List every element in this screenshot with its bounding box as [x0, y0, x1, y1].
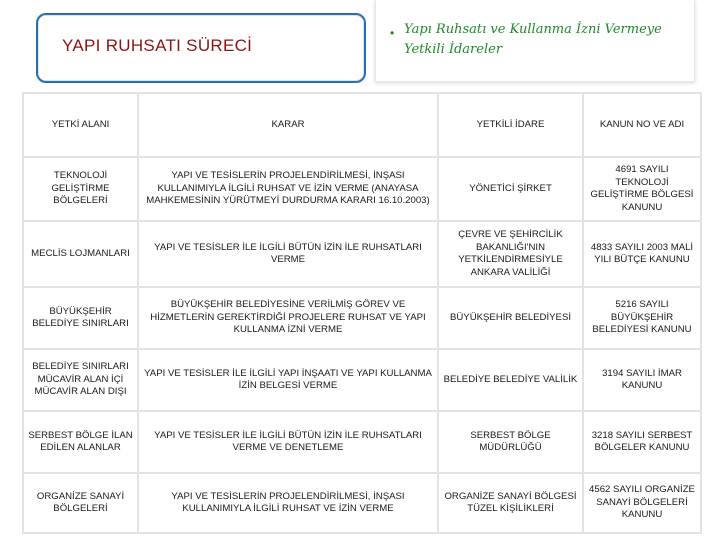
table-cell: BELEDİYE BELEDİYE VALİLİK — [438, 349, 583, 411]
header-cell-authority-area: YETKİ ALANI — [23, 93, 138, 157]
header-cell-law: KANUN NO VE ADI — [583, 93, 701, 157]
table-cell: 3218 SAYILI SERBEST BÖLGELER KANUNU — [583, 411, 701, 473]
table-cell: YAPI VE TESİSLER İLE İLGİLİ BÜTÜN İZİN İLE RUHSATLARI VERME VE DENETLEME — [138, 411, 438, 473]
table-cell: 4691 SAYILI TEKNOLOJİ GELİŞTİRME BÖLGESİ KANUNU — [583, 157, 701, 221]
table-row — [23, 349, 701, 411]
table-row — [23, 473, 701, 533]
authority-table — [22, 92, 702, 534]
table-row — [23, 411, 701, 473]
table-cell: YAPI VE TESİSLERİN PROJELENDİRİLMESİ, İNŞASI KULLANIMIYLA İLGİLİ RUHSAT VE İZİN VERME (ANAYASA MAHKEMESİNİN YÜRÜTMEYİ DURDURMA KARARI 16.10.2003) — [138, 157, 438, 221]
table-cell: YAPI VE TESİSLERİN PROJELENDİRİLMESİ, İNŞASI KULLANIMIYLA İLGİLİ RUHSAT VE İZİN VERME — [138, 473, 438, 533]
table-row — [23, 287, 701, 349]
table-cell: YÖNETİCİ ŞİRKET — [438, 157, 583, 221]
table-cell: 4562 SAYILI ORGANİZE SANAYİ BÖLGELERİ KANUNU — [583, 473, 701, 533]
table-cell: ORGANİZE SANAYİ BÖLGESİ TÜZEL KİŞİLİKLERİ — [438, 473, 583, 533]
table-row — [23, 221, 701, 287]
header-cell-authorized-administration: YETKİLİ İDARE — [438, 93, 583, 157]
table-cell: BÜYÜKŞEHİR BELEDİYE SINIRLARI — [23, 287, 138, 349]
table-cell: TEKNOLOJİ GELİŞTİRME BÖLGELERİ — [23, 157, 138, 221]
table-cell: YAPI VE TESİSLER İLE İLGİLİ YAPI İNŞAATI VE YAPI KULLANMA İZİN BELGESİ VERME — [138, 349, 438, 411]
table-cell: BELEDİYE SINIRLARI MÜCAVİR ALAN İÇİ MÜCAVİR ALAN DIŞI — [23, 349, 138, 411]
table-cell: SERBEST BÖLGE İLAN EDİLEN ALANLAR — [23, 411, 138, 473]
table-cell: 4833 SAYILI 2003 MALİ YILI BÜTÇE KANUNU — [583, 221, 701, 287]
table-cell: SERBEST BÖLGE MÜDÜRLÜĞÜ — [438, 411, 583, 473]
table-cell: 5216 SAYILI BÜYÜKŞEHİR BELEDİYESİ KANUNU — [583, 287, 701, 349]
table-cell: ÇEVRE VE ŞEHİRCİLİK BAKANLIĞI'NIN YETKİLENDİRMESİYLE ANKARA VALİLİĞİ — [438, 221, 583, 287]
table-cell: ORGANİZE SANAYİ BÖLGELERİ — [23, 473, 138, 533]
table-row — [23, 157, 701, 221]
table-header-row — [23, 93, 701, 157]
table-cell: BÜYÜKŞEHİR BELEDİYESİNE VERİLMİŞ GÖREV VE HİZMETLERİN GEREKTİRDİĞİ PROJELERE RUHSAT VE YAPI KULLANMA İZNİ VERME — [138, 287, 438, 349]
header-cell-decision: KARAR — [138, 93, 438, 157]
table-cell: MECLİS LOJMANLARI — [23, 221, 138, 287]
table-cell: 3194 SAYILI İMAR KANUNU — [583, 349, 701, 411]
table-cell: BÜYÜKŞEHİR BELEDİYESİ — [438, 287, 583, 349]
header-note: Yapı Ruhsatı ve Kullanma İzni Vermeye Yetkili İdareler — [404, 22, 662, 57]
page-title: YAPI RUHSATI SÜRECİ — [62, 36, 253, 55]
bullet-icon: • — [390, 26, 395, 40]
table-cell: YAPI VE TESİSLER İLE İLGİLİ BÜTÜN İZİN İLE RUHSATLARI VERME — [138, 221, 438, 287]
